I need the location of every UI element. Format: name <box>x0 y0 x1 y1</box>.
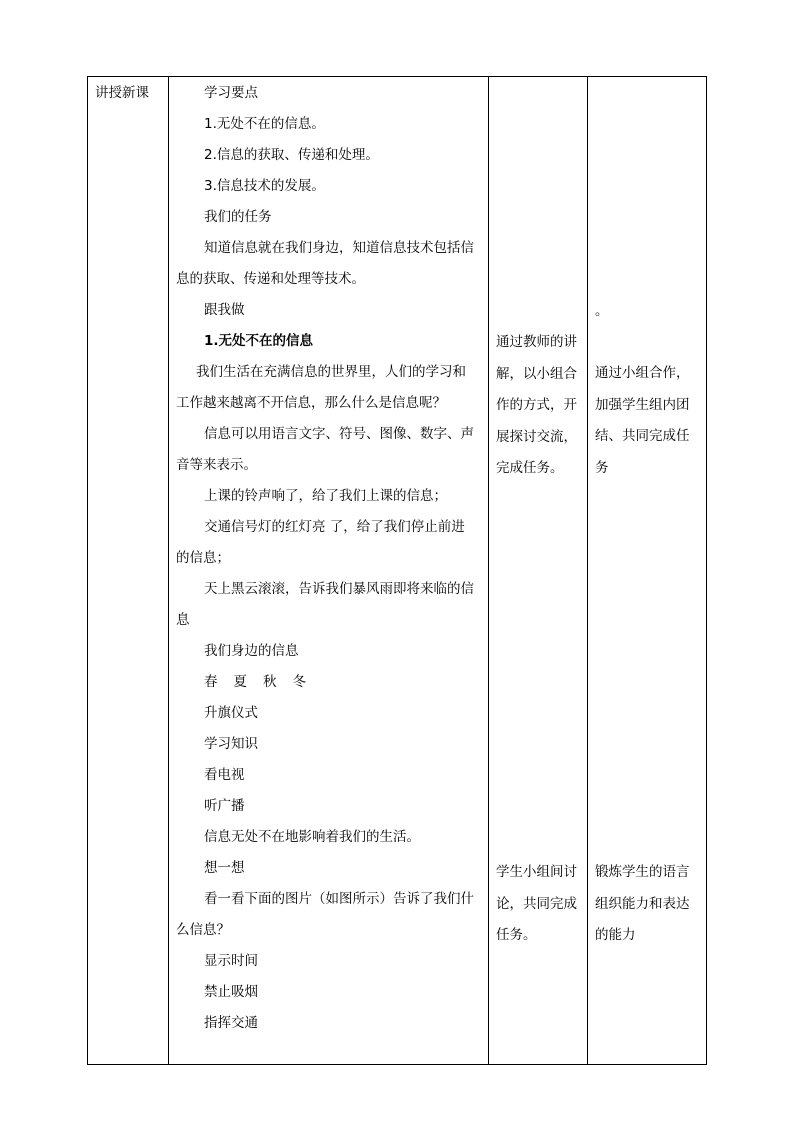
paragraph: 工作越来越离不开信息，那么什么是信息呢？ <box>176 395 446 411</box>
paragraph: 学习要点 <box>204 85 258 101</box>
paragraph: 知道信息就在我们身边，知道信息技术包括信 <box>204 240 474 256</box>
row-header: 讲授新课 <box>95 85 149 101</box>
text-line: 。 <box>595 303 609 319</box>
text-line: 加强学生组内团 <box>595 396 690 413</box>
text-line: 学生小组间讨 <box>496 864 577 880</box>
paragraph: 跟我做 <box>204 302 245 318</box>
teacher-activity-2 <box>496 857 577 952</box>
text-line: 任务。 <box>496 927 537 943</box>
paragraph: 息 <box>176 612 190 628</box>
lesson-content <box>176 78 492 1039</box>
design-intent-2 <box>595 857 690 952</box>
season: 春 <box>204 674 218 690</box>
paragraph: 3.信息技术的发展。 <box>204 178 325 194</box>
paragraph: 天上黑云滚滚，告诉我们暴风雨即将来临的信 <box>204 581 474 597</box>
column-divider <box>587 77 588 1064</box>
paragraph: 上课的铃声响了，给了我们上课的信息； <box>204 488 447 504</box>
paragraph: 显示时间 <box>204 953 258 969</box>
text-line: 论，共同完成 <box>496 895 577 912</box>
paragraph: 想一想 <box>204 860 245 876</box>
text-line: 作的方式，开 <box>496 397 577 413</box>
text-line: 的能力 <box>595 927 636 943</box>
text-line: 组织能力和表达 <box>595 895 690 912</box>
season: 秋 <box>263 674 277 690</box>
season: 冬 <box>292 674 306 690</box>
lesson-table <box>87 76 707 1065</box>
paragraph: 我们身边的信息 <box>204 643 299 659</box>
paragraph: 学习知识 <box>204 736 258 752</box>
text-line: 锻炼学生的语言 <box>595 864 690 880</box>
paragraph: 禁止吸烟 <box>204 984 258 1000</box>
paragraph: 指挥交通 <box>204 1015 258 1031</box>
paragraph: 么信息？ <box>176 922 230 938</box>
paragraph: 听广播 <box>204 798 245 814</box>
paragraph: 升旗仪式 <box>204 705 258 721</box>
design-intent-1 <box>595 358 690 484</box>
text-line: 通过小组合作， <box>595 365 690 381</box>
paragraph: 信息可以用语言文字、符号、图像、数字、声 <box>204 426 474 442</box>
paragraph: 音等来表示。 <box>176 457 257 473</box>
paragraph: 我们的任务 <box>204 209 272 225</box>
paragraph: 信息无处不在地影响着我们的生活。 <box>204 829 420 845</box>
paragraph: 看一看下面的图片（如图所示）告诉了我们什 <box>204 891 474 907</box>
text-line: 展探讨交流， <box>496 428 577 445</box>
text-line: 通过教师的讲 <box>496 334 577 350</box>
season: 夏 <box>233 674 247 690</box>
column-divider <box>168 77 169 1064</box>
text-line: 务 <box>595 459 609 476</box>
paragraph: 的信息； <box>176 550 230 566</box>
text-line: 结、共同完成任 <box>595 428 690 444</box>
paragraph: 息的获取、传递和处理等技术。 <box>176 271 365 287</box>
text-line: 完成任务。 <box>496 460 564 476</box>
paragraph: 1.无处不在的信息。 <box>204 116 325 132</box>
paragraph: 交通信号灯的红灯亮 了，给了我们停止前进 <box>204 519 465 535</box>
paragraph: 看电视 <box>204 767 245 783</box>
teacher-activity-1 <box>496 327 577 485</box>
section-heading: 1.无处不在的信息 <box>204 333 314 349</box>
intent-dot <box>595 296 609 328</box>
seasons-line <box>176 667 492 698</box>
paragraph: 我们生活在充满信息的世界里，人们的学习和 <box>196 364 466 380</box>
text-line: 解，以小组合 <box>496 365 577 382</box>
paragraph: 2.信息的获取、传递和处理。 <box>204 147 379 163</box>
